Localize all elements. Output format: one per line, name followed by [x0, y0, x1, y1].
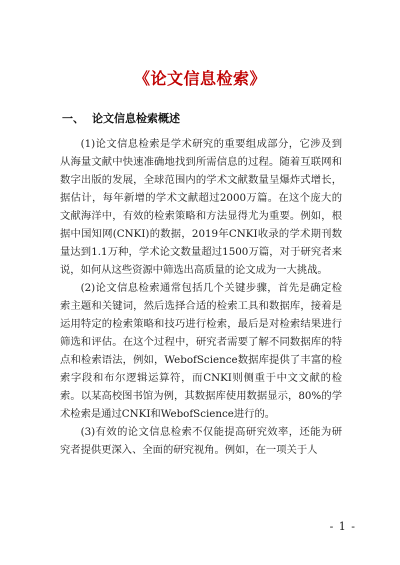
- body-text: [60, 135, 342, 459]
- page-number: - 1 -: [329, 520, 356, 533]
- section-number: 一、: [62, 112, 84, 125]
- paragraph-1: (1)论文信息检索是学术研究的重要组成部分，它涉及到从海量文献中快速准确地找到所需信息的过程。随着互联网和数字出版的发展，全球范围内的学术文献数量呈爆炸式增长，据估计，每年新增的学术文献超过2000万篇。在这个庞大的文献海洋中，有效的检索策略和方法显得尤为重要。例如，根据中国知网(CNKI)的数据，2019年CNKI收录的学术期刊数量达到1.1万种，学术论文数量超过1500万篇，对于研究者来说，如何从这些资源中筛选出高质量的论文成为一大挑战。: [60, 138, 342, 276]
- paragraph-2: (2)论文信息检索通常包括几个关键步骤，首先是确定检索主题和关键词，然后选择合适的检索工具和数据库，接着是运用特定的检索策略和技巧进行检索，最后是对检索结果进行筛选和评估。在这个过程中，研究者需要了解不同数据库的特点和检索语法，例如，WebofScience数据库提供了丰富的检索字段和布尔逻辑运算符，而CNKI则侧重于中文文献的检索。以某高校图书馆为例，其数据库使用数据显示，80%的学术检索是通过CNKI和WebofScience进行的。: [60, 282, 342, 420]
- section-heading-text: 论文信息检索概述: [92, 112, 180, 125]
- document-title: 《论文信息检索》: [133, 69, 266, 88]
- section-heading: [62, 110, 180, 126]
- paragraph-3: (3)有效的论文信息检索不仅能提高研究效率，还能为研究者提供更深入、全面的研究视角。例如，在一项关于人: [60, 426, 342, 456]
